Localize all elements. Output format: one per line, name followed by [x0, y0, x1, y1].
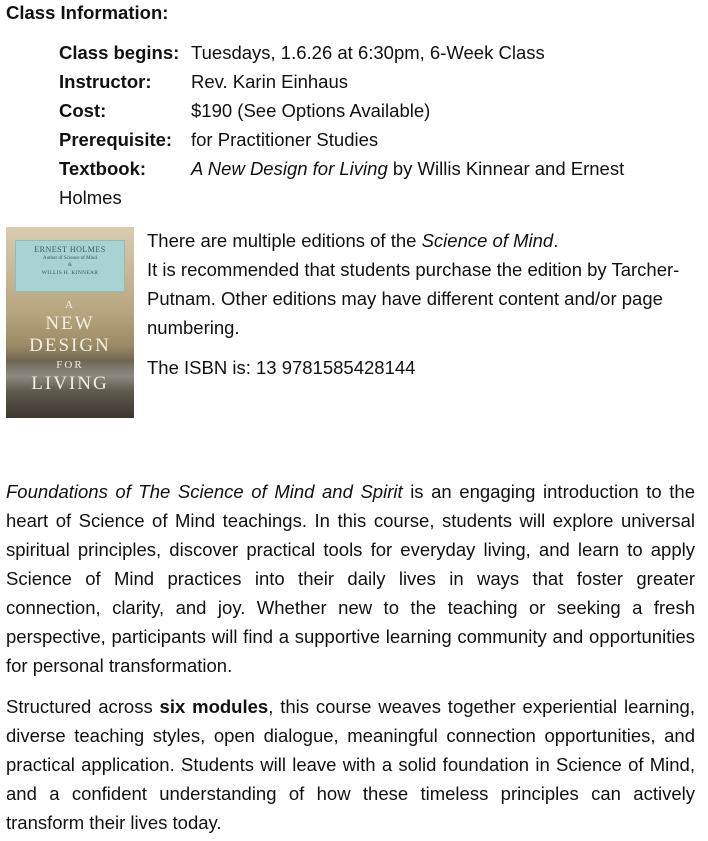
edition-recommendation: It is recommended that students purchase the edition by Tarcher-Putnam. Other editions may have different content and/or page numbering.: [147, 259, 680, 338]
class-begins-row: [59, 38, 659, 67]
edition-line: [147, 226, 687, 255]
description-paragraph-1: [6, 477, 695, 680]
edition-prefix: There are multiple editions of the: [147, 230, 422, 251]
cover-title-new: NEW: [45, 313, 95, 334]
edition-suffix: .: [553, 230, 559, 251]
class-begins-value: Tuesdays, 1.6.26 at 6:30pm, 6-Week Class: [191, 42, 545, 63]
prerequisite-value: for Practitioner Studies: [191, 129, 379, 150]
cover-title-for: FOR: [56, 359, 84, 371]
cover-coauthor: WILLIS H. KINNEAR: [41, 270, 99, 276]
instructor-row: [59, 67, 659, 96]
edition-title: Science of Mind: [421, 230, 554, 251]
cost-label: Cost:: [59, 100, 107, 121]
section-heading: Class Information:: [6, 2, 169, 23]
cover-title-design: DESIGN: [29, 335, 111, 356]
description-1-text: is an engaging introduction to the heart of Science of Mind teachings. In this course, students will explore universal spiritual principles, discover practical tools for everyday living, and learn to apply Science of Mind practices into their daily lives in ways that foster greater connection, clarity, and joy. Whether new to the teaching or seeking a fresh perspective, participants will find a supportive learning community and opportunities for personal transformation.: [6, 481, 695, 676]
textbook-label: Textbook:: [59, 158, 147, 179]
class-begins-label: Class begins:: [59, 42, 180, 63]
cover-author: ERNEST HOLMES: [34, 245, 106, 254]
modules-count: six modules: [159, 696, 269, 717]
cover-title-a: A: [65, 299, 75, 311]
description-2-text: , this course weaves together experiential learning, diverse teaching styles, open dialogue, meaningful connection opportunities, and practical application. Students will leave with a solid foundation in Science of Mind, and a confident understanding of how these timeless principles can actively transform their lives today.: [6, 696, 695, 833]
cover-title: [6, 297, 134, 395]
cost-row: [59, 96, 659, 125]
instructor-value: Rev. Karin Einhaus: [191, 71, 348, 92]
instructor-label: Instructor:: [59, 71, 152, 92]
isbn-text: The ISBN is: 13 9781585428144: [147, 357, 416, 378]
prerequisite-row: [59, 125, 659, 154]
cover-title-living: LIVING: [31, 373, 109, 394]
textbook-authors: by Willis Kinnear and Ernest Holmes: [59, 158, 625, 208]
textbook-row: [59, 154, 659, 212]
cover-subtitle: Author of Science of Mind: [43, 256, 97, 261]
course-title: Foundations of The Science of Mind and Spirit: [6, 481, 403, 502]
edition-note: [147, 226, 687, 382]
cover-author-box: [15, 240, 125, 292]
prerequisite-label: Prerequisite:: [59, 129, 173, 150]
cover-ampersand: &: [68, 263, 72, 268]
textbook-title: A New Design for Living: [191, 158, 388, 179]
book-cover-image: [6, 227, 134, 418]
class-info-list: [59, 38, 659, 212]
cost-value: $190 (See Options Available): [191, 100, 431, 121]
description-2-prefix: Structured across: [6, 696, 160, 717]
description-paragraph-2: [6, 692, 695, 837]
